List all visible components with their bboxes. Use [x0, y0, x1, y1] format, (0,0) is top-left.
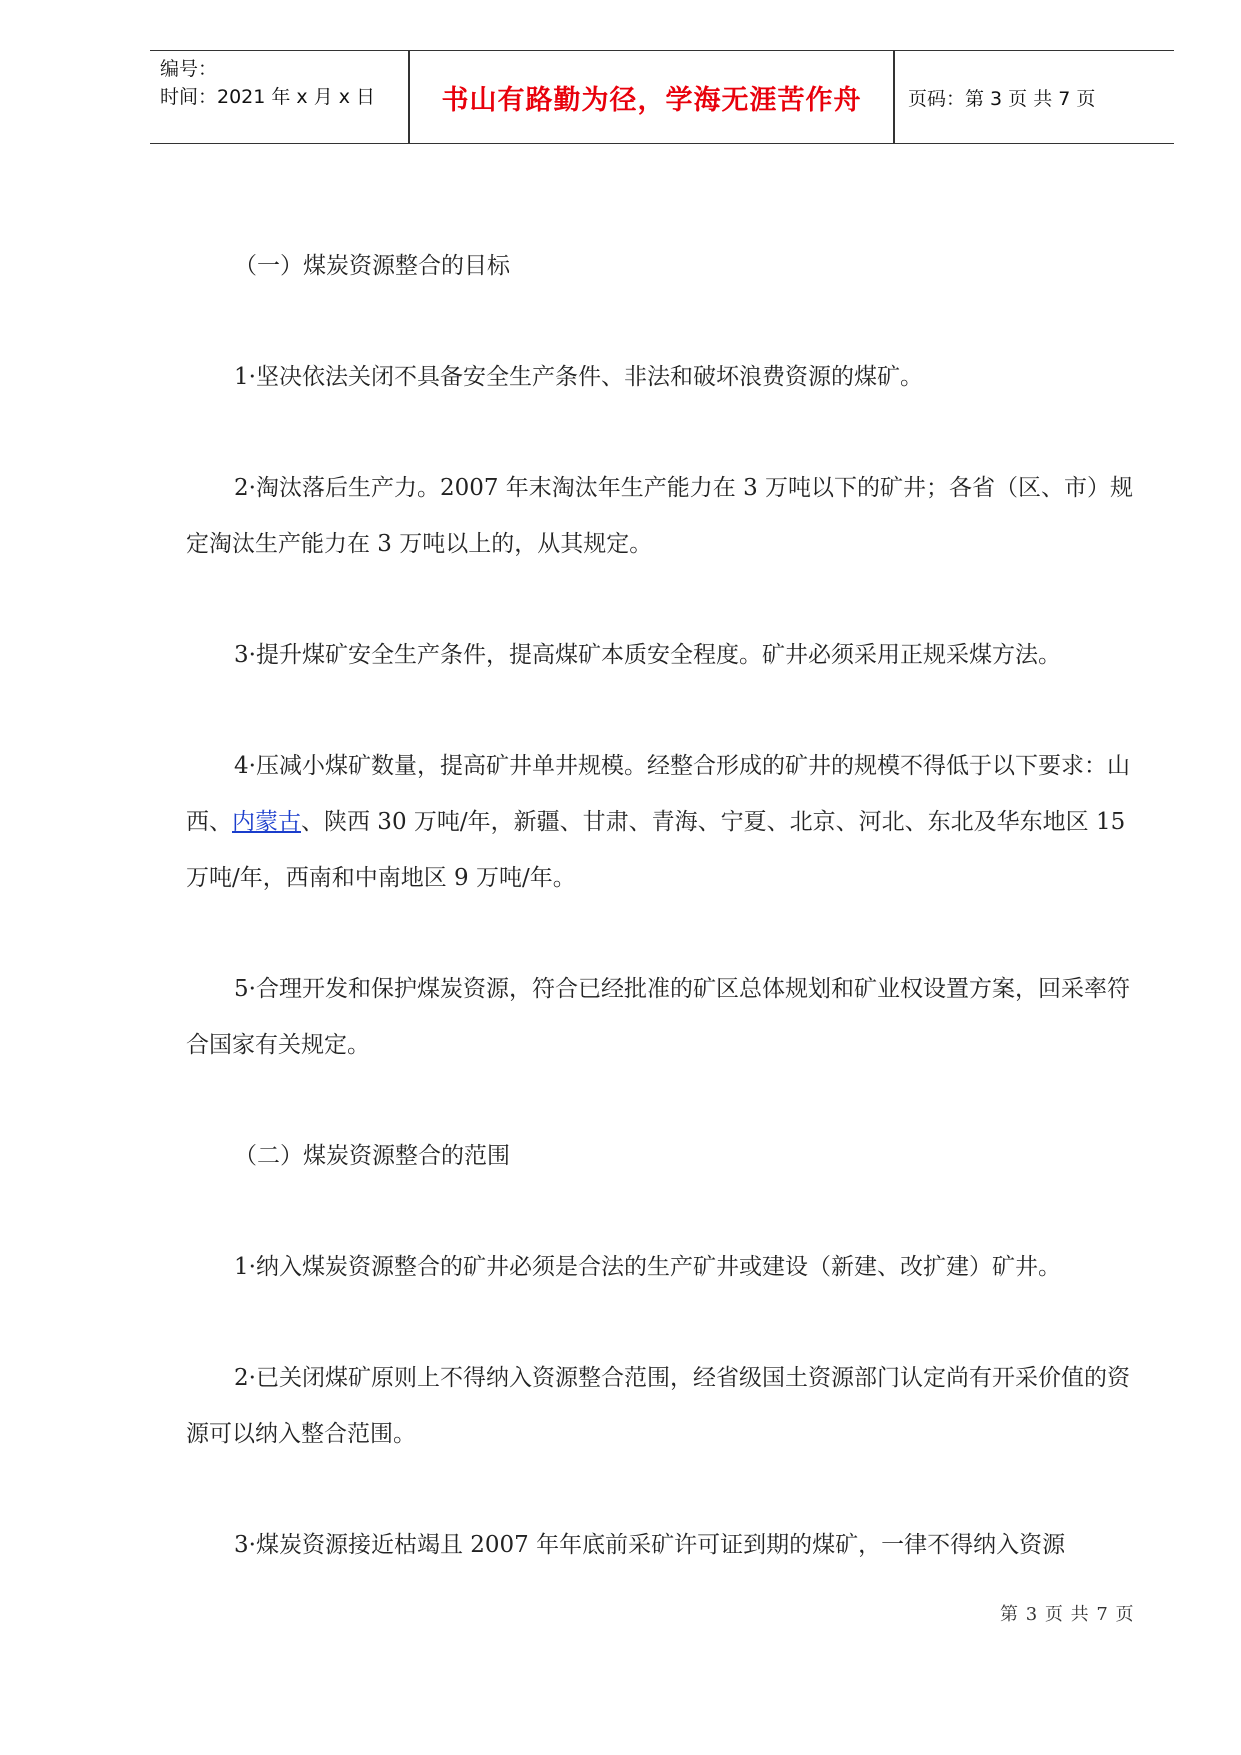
goal-item-3: 3·提升煤矿安全生产条件，提高煤矿本质安全程度。矿井必须采用正规采煤方法。	[234, 642, 1061, 668]
goal-item-2: 2·淘汰落后生产力。2007 年末淘汰年生产能力在 3 万吨以下的矿井；各省（区、市）规定淘汰生产能力在 3 万吨以上的，从其规定。	[186, 475, 1134, 557]
goal-item-1: 1·坚决依法关闭不具备安全生产条件、非法和破坏浪费资源的煤矿。	[234, 364, 923, 390]
goal-item-4-text-b: 、陕西 30 万吨/年，新疆、甘肃、青海、宁夏、北京、河北、东北及华东地区 15 万吨/年，西南和中南地区 9 万吨/年。	[186, 809, 1126, 891]
goal-item-5: 5·合理开发和保护煤炭资源，符合已经批准的矿区总体规划和矿业权设置方案，回采率符合国家有关规定。	[186, 976, 1130, 1058]
header-motto: 书山有路勤为径，学海无涯苦作舟	[441, 84, 862, 116]
goal-item-4	[186, 738, 1148, 906]
scope-item-3: 3·煤炭资源接近枯竭且 2007 年年底前采矿许可证到期的煤矿，一律不得纳入资源	[234, 1532, 1066, 1558]
document-date-label: 时间：2021 年 x 月 x 日	[160, 86, 376, 108]
header-page-number: 页码：第 3 页 共 7 页	[908, 87, 1096, 110]
section-heading-goals: （一）煤炭资源整合的目标	[234, 253, 510, 279]
page-header	[150, 50, 1174, 144]
scope-item-1: 1·纳入煤炭资源整合的矿井必须是合法的生产矿井或建设（新建、改扩建）矿井。	[234, 1254, 1061, 1280]
goal-item-4-text-a: 4·压减小煤矿数量，提高矿井单井规模。经整合形成的矿井的规模不得低于以下要求：山西、	[186, 753, 1130, 835]
inner-mongolia-link[interactable]: 内蒙古	[232, 809, 301, 835]
header-divider	[893, 51, 895, 143]
document-body	[186, 238, 1148, 1628]
scope-item-2: 2·已关闭煤矿原则上不得纳入资源整合范围，经省级国土资源部门认定尚有开采价值的资源可以纳入整合范围。	[186, 1365, 1130, 1447]
page-footer: 第 3 页 共 7 页	[1000, 1604, 1135, 1625]
section-heading-scope: （二）煤炭资源整合的范围	[234, 1143, 510, 1169]
header-meta	[160, 55, 410, 111]
document-number-label: 编号：	[160, 58, 218, 80]
